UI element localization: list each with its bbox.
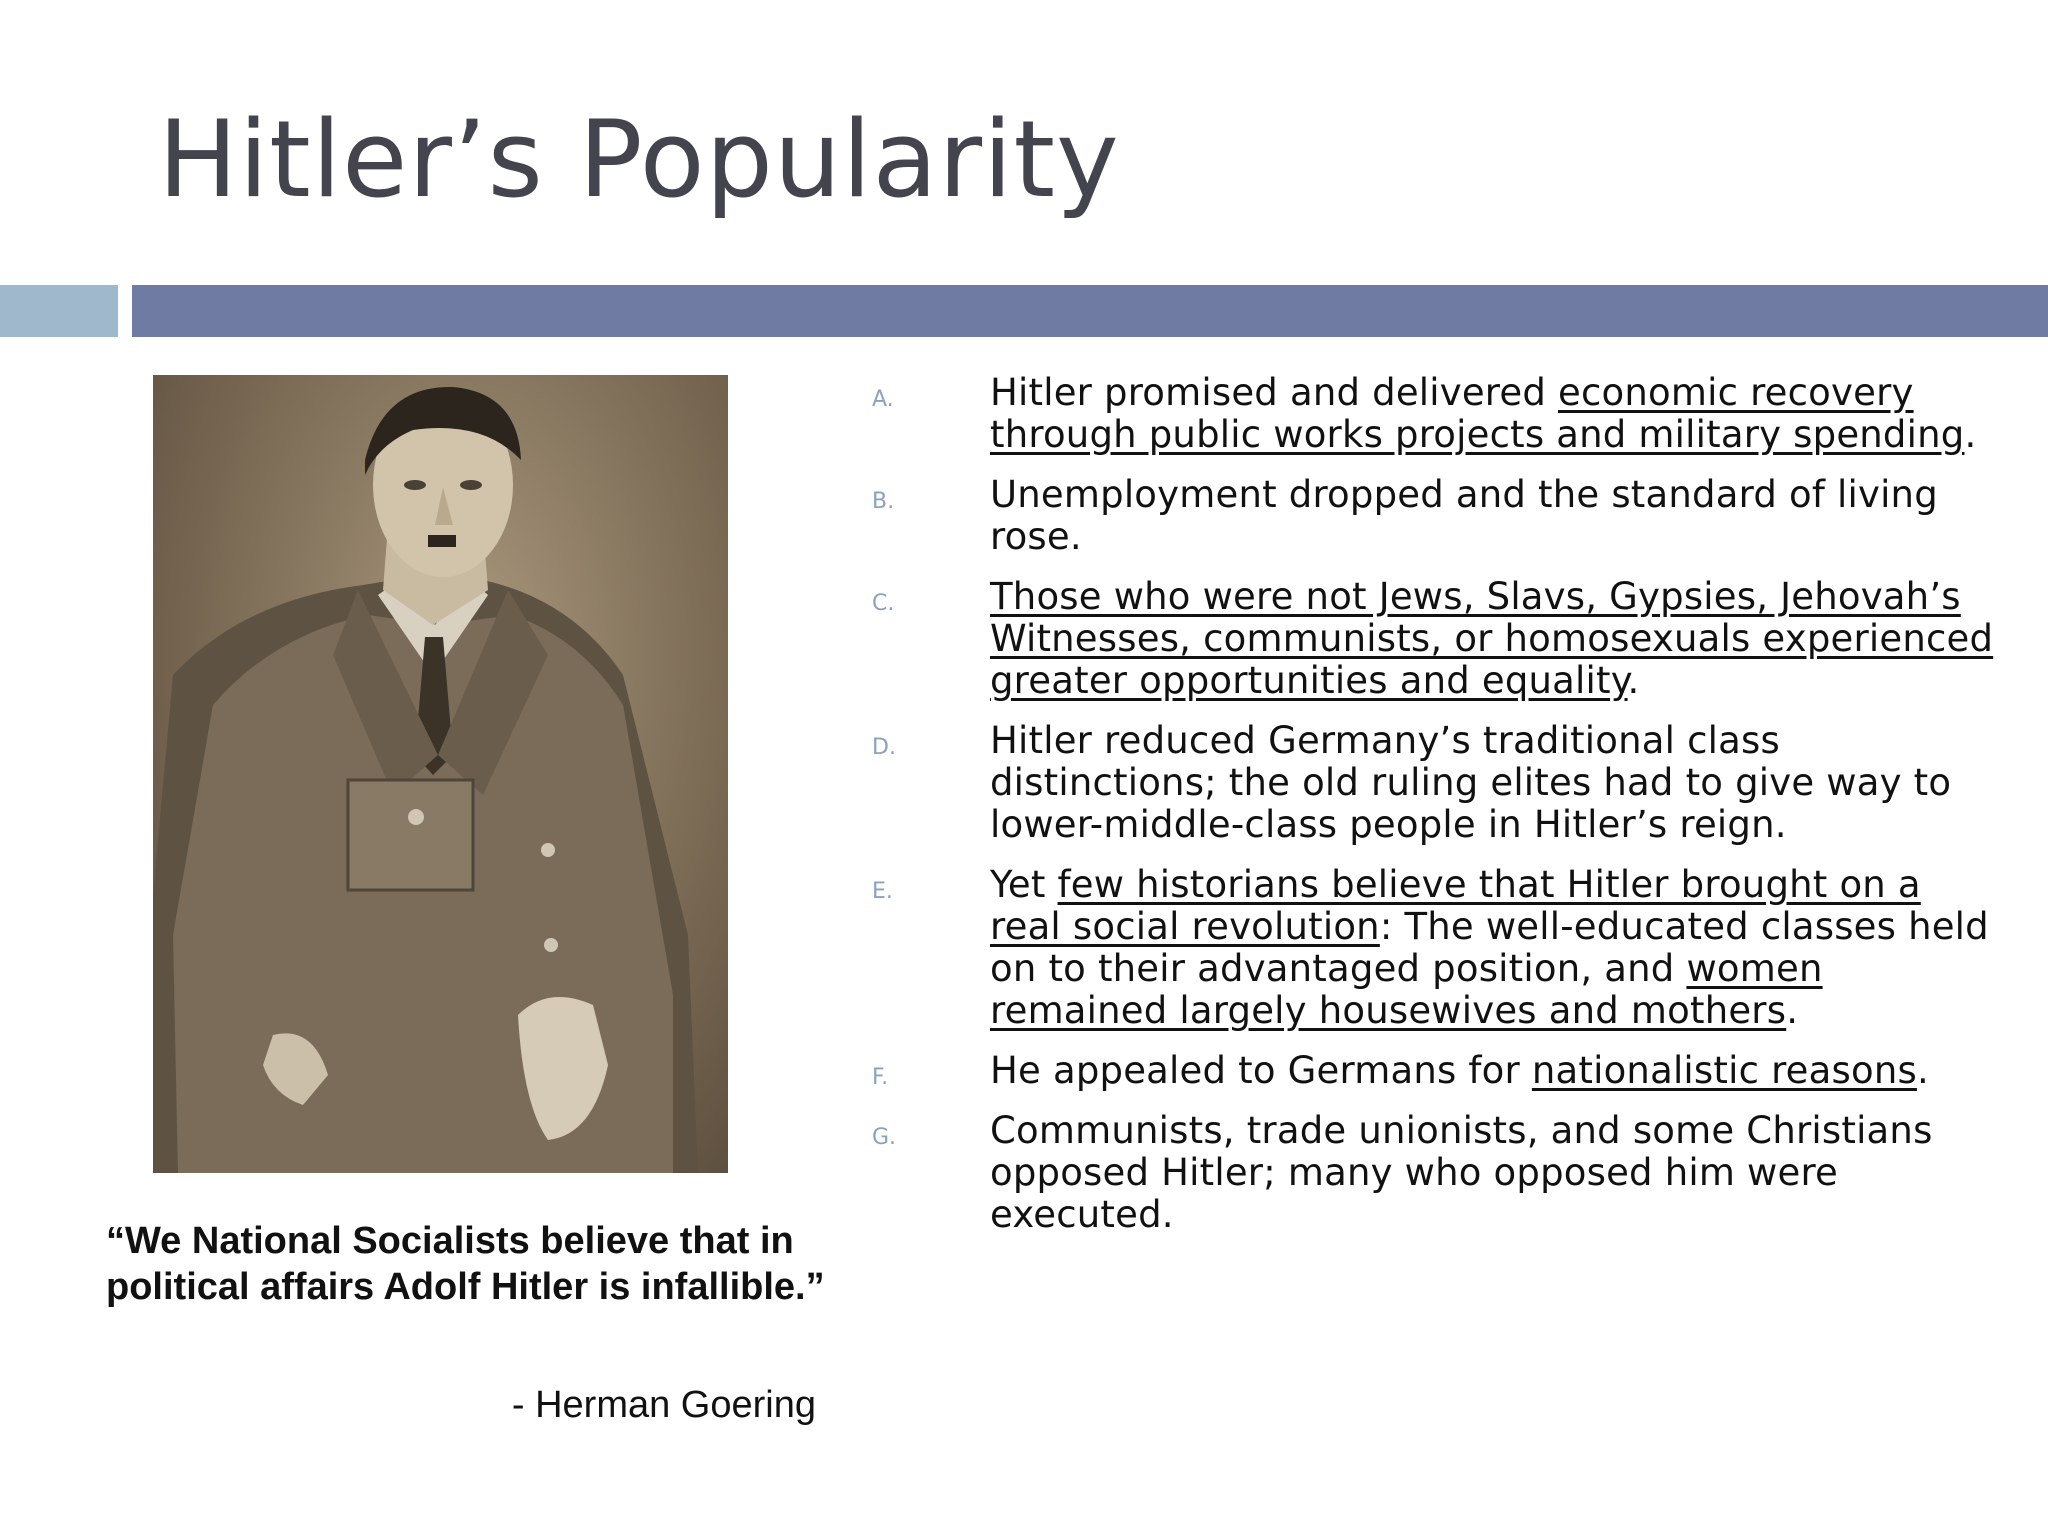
bullet-list [872, 372, 2002, 1254]
list-marker: E. [872, 879, 893, 904]
portrait-illustration [153, 375, 728, 1173]
list-marker: D. [872, 735, 896, 760]
list-item [872, 1050, 2002, 1092]
list-item-text: Unemployment dropped and the standard of living rose. [990, 473, 1938, 558]
list-item [872, 1110, 2002, 1236]
list-item-text: Yet few historians believe that Hitler brought on a real social revolution: The well-educated classes held on to their advantaged position, and women remained largely housewives and mothers. [990, 863, 1989, 1032]
list-marker: A. [872, 387, 894, 412]
portrait-photo [153, 375, 728, 1173]
quote-attribution: - Herman Goering [511, 1384, 816, 1426]
slide-title: Hitler’s Popularity [158, 98, 1120, 221]
list-marker: F. [872, 1065, 889, 1090]
list-item-text: He appealed to Germans for nationalistic reasons. [990, 1049, 1929, 1092]
title-accent-bar [0, 285, 118, 337]
list-marker: B. [872, 489, 895, 514]
list-item [872, 864, 2002, 1032]
list-item-text: Those who were not Jews, Slavs, Gypsies, Jehovah’s Witnesses, communists, or homosexuals experienced greater opportunities and equality. [990, 575, 1994, 702]
list-item-text: Communists, trade unionists, and some Christians opposed Hitler; many who opposed him were executed. [990, 1109, 1933, 1236]
list-marker: G. [872, 1125, 897, 1150]
list-item [872, 474, 2002, 558]
list-marker: C. [872, 591, 895, 616]
list-item-text: Hitler promised and delivered economic recovery through public works projects and military spending. [990, 371, 1977, 456]
quote-text: “We National Socialists believe that in political affairs Adolf Hitler is infallible.” [106, 1220, 825, 1308]
list-item-text: Hitler reduced Germany’s traditional class distinctions; the old ruling elites had to give way to lower-middle-class people in Hitler’s reign. [990, 719, 1952, 846]
list-item [872, 576, 2002, 702]
list-item [872, 372, 2002, 456]
title-divider-bar [132, 285, 2048, 337]
list-item [872, 720, 2002, 846]
